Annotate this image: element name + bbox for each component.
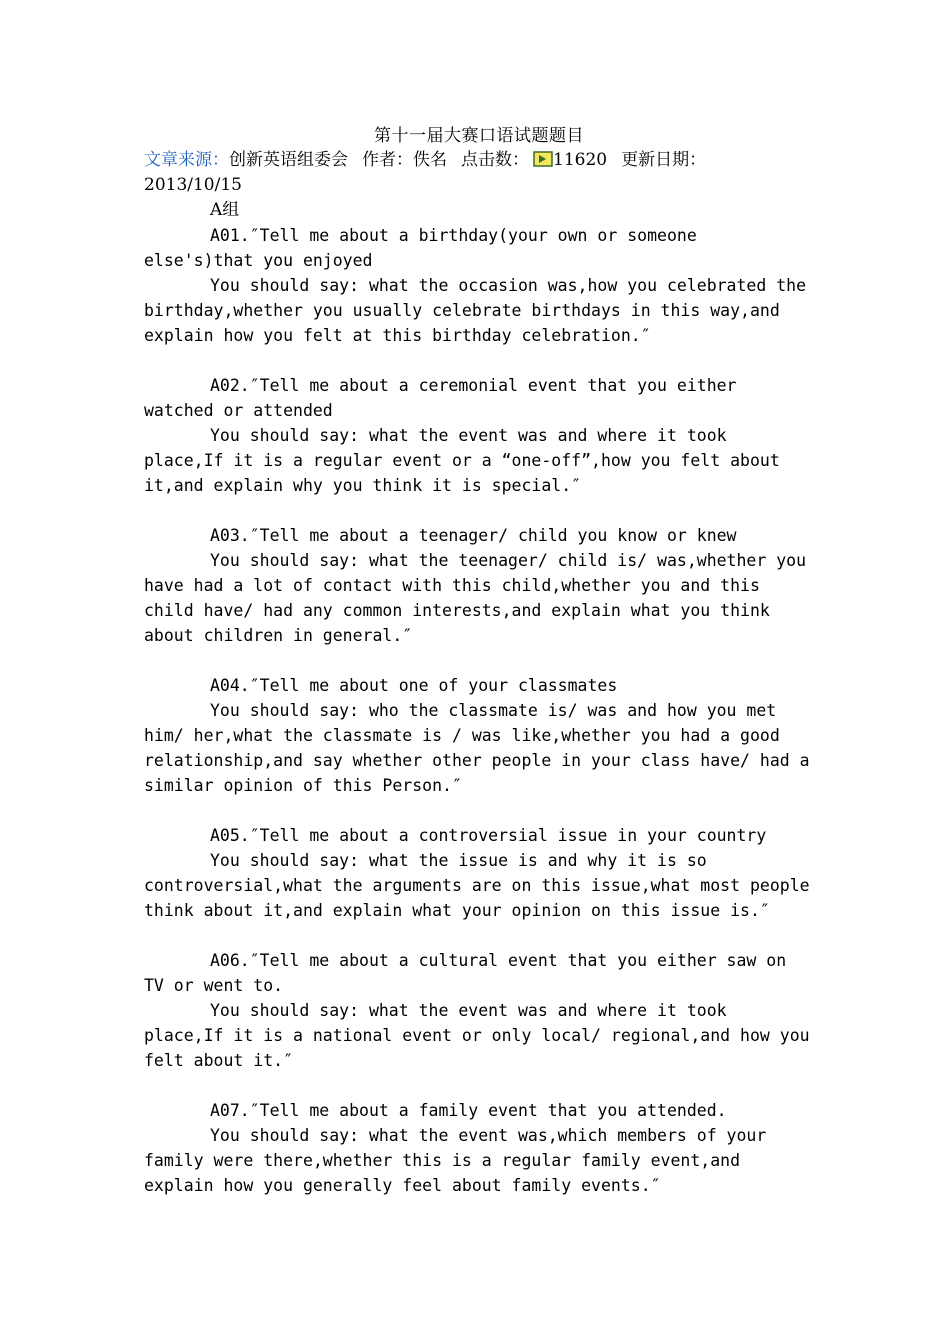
updated-value: 2013/10/15	[144, 175, 242, 195]
page-arrow-icon	[533, 150, 553, 166]
question-item	[144, 823, 814, 923]
question-item	[144, 948, 814, 1073]
question-item	[144, 673, 814, 798]
updated-label: 更新日期：	[621, 150, 707, 170]
question-head: A05.″Tell me about a controversial issue in your country	[210, 826, 767, 845]
question-detail: You should say: what the event was,which members of your family were there,whether this is a regular family event,and explain how you generally feel about family events.″	[144, 1126, 767, 1195]
question-head: A02.″Tell me about a ceremonial event that you either watched or attended	[144, 376, 737, 420]
question-head: A07.″Tell me about a family event that you attended.	[210, 1101, 727, 1120]
question-detail: You should say: what the issue is and why it is so controversial,what the arguments are on this issue,what most people think about it,and explain what your opinion on this issue is.″	[144, 851, 810, 920]
question-detail: You should say: what the teenager/ child is/ was,whether you have had a lot of contact with this child,whether you and this child have/ had any common interests,and explain what you think about children in general.″	[144, 551, 807, 645]
question-head: A04.″Tell me about one of your classmates	[210, 676, 618, 695]
clicks-value: 11620	[553, 150, 608, 170]
source-value: 创新英语组委会	[229, 150, 348, 170]
question-list	[144, 223, 814, 1198]
question-item	[144, 223, 814, 348]
question-item	[144, 523, 814, 648]
question-head: A03.″Tell me about a teenager/ child you know or knew	[210, 526, 737, 545]
clicks-label: 点击数：	[461, 150, 529, 170]
question-item	[144, 1098, 814, 1198]
group-label: A组	[210, 200, 240, 220]
author-value: 佚名	[413, 150, 447, 170]
source-label: 文章来源：	[144, 150, 229, 170]
question-detail: You should say: who the classmate is/ was and how you met him/ her,what the classmate is / was like,whether you had a good relationship,and say whether other people in your class have/ had a similar opinion of this Person.″	[144, 701, 810, 795]
document-title: 第十一届大赛口语试题题目	[374, 126, 584, 146]
question-head: A06.″Tell me about a cultural event that you either saw on TV or went to.	[144, 951, 787, 995]
question-item	[144, 373, 814, 498]
article-meta	[144, 148, 814, 198]
question-head: A01.″Tell me about a birthday(your own or someone else's)that you enjoyed	[144, 226, 697, 270]
question-detail: You should say: what the occasion was,how you celebrated the birthday,whether you usually celebrate birthdays in this way,and explain how you felt at this birthday celebration.″	[144, 276, 807, 345]
author-label: 作者：	[362, 150, 413, 170]
question-detail: You should say: what the event was and where it took place,If it is a regular event or a “one-off”,how you felt about it,and explain why you think it is special.″	[144, 426, 780, 495]
question-detail: You should say: what the event was and where it took place,If it is a national event or only local/ regional,and how you felt about it.″	[144, 1001, 810, 1070]
document-page	[144, 124, 814, 1223]
